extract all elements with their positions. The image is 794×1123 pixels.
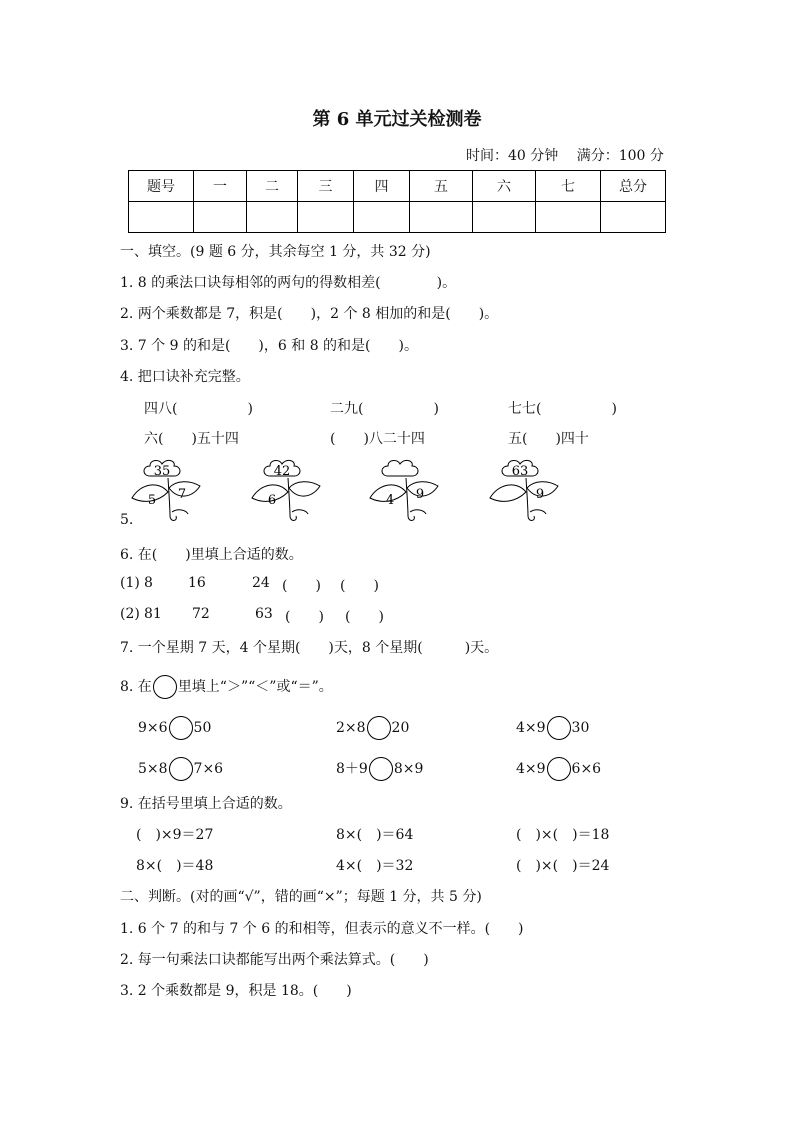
score-header-cell: 总分 xyxy=(601,171,666,202)
question-4: 4. 把口诀补充完整。 xyxy=(120,369,250,385)
q6-row-1-number: 16 xyxy=(188,575,206,591)
score-table xyxy=(128,170,666,233)
q9-item: ( )×( )＝24 xyxy=(516,858,610,874)
q8-right-expr: 6×6 xyxy=(571,761,602,777)
q8-item xyxy=(138,757,223,781)
score-cell[interactable] xyxy=(194,202,247,233)
q8-left-expr: 9×6 xyxy=(138,720,168,736)
q8-suffix: 里填上“＞”“＜”或“＝”。 xyxy=(177,679,333,695)
flower-right-number: 9 xyxy=(415,487,425,502)
flower-right-number: 9 xyxy=(535,487,545,502)
flower-left-number: 6 xyxy=(267,493,277,508)
score-cell[interactable] xyxy=(298,202,354,233)
question-6: 6. 在( )里填上合适的数。 xyxy=(120,547,303,563)
flower-top-number: 63 xyxy=(511,464,529,479)
score-cell[interactable] xyxy=(473,202,536,233)
flower-diagram xyxy=(486,458,566,530)
q6-row-1-label: (1) xyxy=(120,575,140,591)
flower-icon xyxy=(366,458,446,530)
score-cell[interactable] xyxy=(354,202,410,233)
flower-left-number: 5 xyxy=(147,493,157,508)
flower-top-number: 35 xyxy=(153,464,171,479)
question-1: 1. 8 的乘法口诀每相邻的两句的得数相差( )。 xyxy=(120,275,457,291)
q6-row-2-number: 72 xyxy=(192,606,210,622)
question-5-label: 5. xyxy=(120,512,134,528)
q6-row-1-number: 24 xyxy=(252,575,270,591)
q6-blank[interactable]: ( ) xyxy=(345,609,384,625)
q4-item: 四八( ) xyxy=(144,401,253,417)
flower-icon xyxy=(128,458,208,530)
flower-diagram xyxy=(128,458,208,530)
q9-item: 4×( )＝32 xyxy=(336,858,414,874)
flower-icon xyxy=(248,458,328,530)
q9-item: ( )×9＝27 xyxy=(136,827,214,843)
q8-left-expr: 8＋9 xyxy=(336,761,368,777)
q8-right-expr: 20 xyxy=(391,720,410,736)
question-9: 9. 在括号里填上合适的数。 xyxy=(120,796,292,812)
section1-heading: 一、填空。(9 题 6 分，其余每空 1 分，共 32 分) xyxy=(120,244,431,260)
q6-row-2-number: 81 xyxy=(144,606,162,622)
q8-right-expr: 7×6 xyxy=(193,761,224,777)
score-cell[interactable] xyxy=(247,202,298,233)
judge-item: 2. 每一句乘法口诀都能写出两个乘法算式。( ) xyxy=(120,952,429,968)
q6-row-2-label: (2) xyxy=(120,606,140,622)
q8-item xyxy=(336,716,409,740)
q4-item: 七七( ) xyxy=(508,401,617,417)
q8-left-expr: 4×9 xyxy=(516,761,546,777)
page-title: 第 6 单元过关检测卷 xyxy=(312,109,482,130)
flower-right-number: 7 xyxy=(177,487,187,502)
score-header-cell: 一 xyxy=(194,171,247,202)
q6-row-2-number: 63 xyxy=(255,606,273,622)
q8-item xyxy=(138,716,211,740)
score-cell[interactable] xyxy=(129,202,194,233)
judge-item: 1. 6 个 7 的和与 7 个 6 的和相等，但表示的意义不一样。( ) xyxy=(120,921,524,937)
q8-item xyxy=(516,716,589,740)
question-8 xyxy=(120,675,333,699)
flower-left-number: 4 xyxy=(385,493,395,508)
score-header-cell: 四 xyxy=(354,171,410,202)
q6-blank[interactable]: ( ) xyxy=(285,609,324,625)
q8-left-expr: 4×9 xyxy=(516,720,546,736)
score-cell[interactable] xyxy=(536,202,601,233)
flower-top-number: 42 xyxy=(273,464,291,479)
q4-item: 六( )五十四 xyxy=(144,431,239,447)
q8-left-expr: 5×8 xyxy=(138,761,168,777)
q4-item: 二九( ) xyxy=(330,401,439,417)
q6-blank[interactable]: ( ) xyxy=(340,578,379,594)
q8-item xyxy=(516,757,601,781)
score-header-cell: 七 xyxy=(536,171,601,202)
score-table-input-row xyxy=(129,202,666,233)
compare-circle[interactable] xyxy=(169,716,193,740)
q6-blank[interactable]: ( ) xyxy=(282,578,321,594)
judge-item: 3. 2 个乘数都是 9，积是 18。( ) xyxy=(120,983,352,999)
flower-diagram xyxy=(366,458,446,530)
q8-right-expr: 8×9 xyxy=(393,761,424,777)
question-2: 2. 两个乘数都是 7，积是( )，2 个 8 相加的和是( )。 xyxy=(120,306,499,322)
score-cell[interactable] xyxy=(601,202,666,233)
compare-circle[interactable] xyxy=(169,757,193,781)
q8-right-expr: 30 xyxy=(571,720,590,736)
q8-prefix: 8. 在 xyxy=(120,679,152,695)
q4-item: 五( )四十 xyxy=(508,431,589,447)
flower-diagram xyxy=(248,458,328,530)
q8-right-expr: 50 xyxy=(193,720,212,736)
flower-icon xyxy=(486,458,566,530)
score-header-cell: 六 xyxy=(473,171,536,202)
score-header-cell: 三 xyxy=(298,171,354,202)
q9-item: 8×( )＝64 xyxy=(336,827,414,843)
question-3: 3. 7 个 9 的和是( )，6 和 8 的和是( )。 xyxy=(120,338,418,354)
section2-heading: 二、判断。(对的画“√”，错的画“×”；每题 1 分，共 5 分) xyxy=(120,889,482,905)
exam-meta: 时间：40 分钟 满分：100 分 xyxy=(466,148,664,164)
compare-circle[interactable] xyxy=(367,716,391,740)
q9-item: ( )×( )＝18 xyxy=(516,827,610,843)
q9-item: 8×( )＝48 xyxy=(136,858,214,874)
compare-circle[interactable] xyxy=(547,757,571,781)
compare-circle[interactable] xyxy=(369,757,393,781)
score-table-header-row xyxy=(129,171,666,202)
q6-row-1-number: 8 xyxy=(144,575,153,591)
compare-circle[interactable] xyxy=(547,716,571,740)
score-cell[interactable] xyxy=(410,202,473,233)
question-7: 7. 一个星期 7 天，4 个星期( )天，8 个星期( )天。 xyxy=(120,640,499,656)
q8-item xyxy=(336,757,423,781)
score-header-cell: 题号 xyxy=(129,171,194,202)
q4-item: ( )八二十四 xyxy=(330,431,425,447)
q8-left-expr: 2×8 xyxy=(336,720,366,736)
circle-icon xyxy=(153,675,177,699)
score-header-cell: 五 xyxy=(410,171,473,202)
score-header-cell: 二 xyxy=(247,171,298,202)
